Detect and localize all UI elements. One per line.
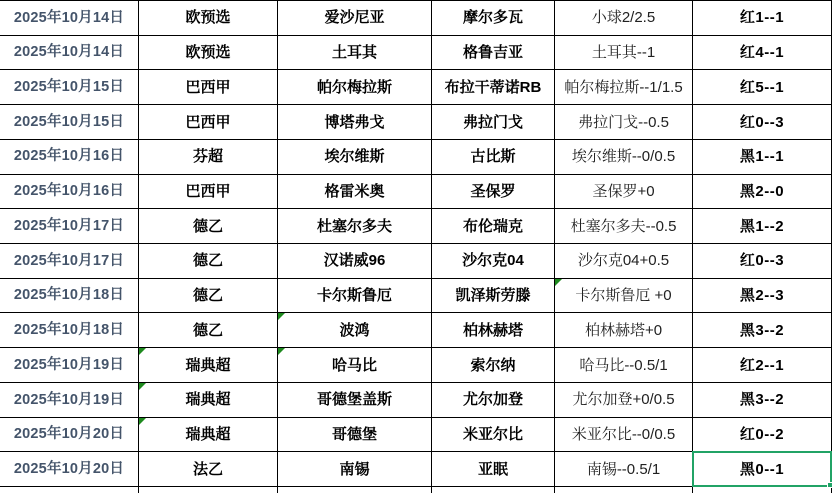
cell-pick[interactable] <box>555 140 693 175</box>
cell-league[interactable] <box>139 313 278 348</box>
cell-date[interactable] <box>0 140 139 175</box>
pick-text: 卡尔斯鲁厄 +0 <box>575 287 672 305</box>
cell-away[interactable] <box>432 36 555 71</box>
cell-home[interactable] <box>278 244 432 279</box>
away-text: 布拉干蒂诺RB <box>444 78 542 96</box>
home-text: 格雷米奥 <box>324 182 385 200</box>
cell-league[interactable] <box>139 383 278 418</box>
cell-pick[interactable] <box>555 418 693 453</box>
error-indicator-icon <box>139 418 146 425</box>
pick-text: 南锡--0.5/1 <box>586 460 661 478</box>
home-text: 埃尔维斯 <box>324 148 385 166</box>
cell-pick[interactable] <box>555 244 693 279</box>
cell-result[interactable] <box>693 244 832 279</box>
date-text: 2025年10月19日 <box>13 391 125 408</box>
cell-date[interactable] <box>0 105 139 140</box>
cell-home[interactable] <box>278 36 432 71</box>
cell-away[interactable] <box>432 383 555 418</box>
date-text: 2025年10月17日 <box>13 252 125 269</box>
away-text: 弗拉门戈 <box>462 113 523 131</box>
cell-league[interactable] <box>139 175 278 210</box>
cell-home[interactable] <box>278 418 432 453</box>
cell-date[interactable] <box>0 348 139 383</box>
cell-date[interactable] <box>0 418 139 453</box>
league-text: 欧预选 <box>185 44 231 62</box>
error-indicator-icon <box>139 348 146 355</box>
cell-date[interactable] <box>0 452 139 487</box>
cell-league[interactable] <box>139 105 278 140</box>
away-text: 柏林赫塔 <box>462 321 523 339</box>
cell-pick[interactable] <box>555 36 693 71</box>
away-text: 凯泽斯劳滕 <box>455 287 531 305</box>
home-text: 杜塞尔多夫 <box>316 217 392 235</box>
cell-empty[interactable] <box>693 487 832 493</box>
home-text: 哈马比 <box>331 356 377 374</box>
cell-league[interactable] <box>139 348 278 383</box>
cell-away[interactable] <box>432 279 555 314</box>
result-text: 黑3--2 <box>739 321 785 339</box>
cell-home[interactable] <box>278 348 432 383</box>
cell-date[interactable] <box>0 1 139 36</box>
cell-away[interactable] <box>432 105 555 140</box>
cell-date[interactable] <box>0 383 139 418</box>
pick-text: 尤尔加登+0/0.5 <box>572 391 675 409</box>
cell-pick[interactable] <box>555 348 693 383</box>
league-text: 巴西甲 <box>185 182 231 200</box>
league-text: 芬超 <box>192 148 223 166</box>
cell-home[interactable] <box>278 175 432 210</box>
result-text: 红2--1 <box>739 356 785 374</box>
cell-home[interactable] <box>278 140 432 175</box>
away-text: 米亚尔比 <box>462 425 523 443</box>
error-indicator-icon <box>278 348 285 355</box>
cell-home[interactable] <box>278 70 432 105</box>
cell-league[interactable] <box>139 140 278 175</box>
cell-away[interactable] <box>432 175 555 210</box>
cell-result[interactable] <box>693 140 832 175</box>
away-text: 格鲁吉亚 <box>462 44 523 62</box>
result-text: 黑1--2 <box>739 217 785 235</box>
cell-pick[interactable] <box>555 209 693 244</box>
cell-league[interactable] <box>139 70 278 105</box>
error-indicator-icon <box>278 313 285 320</box>
cell-pick[interactable] <box>555 1 693 36</box>
cell-home[interactable] <box>278 1 432 36</box>
cell-result[interactable] <box>693 452 832 487</box>
pick-text: 埃尔维斯--0/0.5 <box>571 148 676 166</box>
cell-result[interactable] <box>693 175 832 210</box>
cell-result[interactable] <box>693 279 832 314</box>
cell-home[interactable] <box>278 209 432 244</box>
cell-away[interactable] <box>432 348 555 383</box>
cell-away[interactable] <box>432 418 555 453</box>
cell-empty[interactable] <box>555 487 693 493</box>
cell-away[interactable] <box>432 1 555 36</box>
cell-league[interactable] <box>139 418 278 453</box>
league-text: 法乙 <box>192 460 223 478</box>
date-text: 2025年10月15日 <box>13 113 125 130</box>
league-text: 德乙 <box>192 321 223 339</box>
date-text: 2025年10月15日 <box>13 79 125 96</box>
cell-league[interactable] <box>139 452 278 487</box>
home-text: 哥德堡盖斯 <box>316 391 392 409</box>
cell-result[interactable] <box>693 70 832 105</box>
away-text: 索尔纳 <box>470 356 516 374</box>
away-text: 摩尔多瓦 <box>462 9 523 27</box>
away-text: 古比斯 <box>470 148 516 166</box>
cell-pick[interactable] <box>555 279 693 314</box>
cell-date[interactable] <box>0 313 139 348</box>
cell-away[interactable] <box>432 452 555 487</box>
league-text: 巴西甲 <box>185 113 231 131</box>
pick-text: 弗拉门戈--0.5 <box>578 113 669 131</box>
date-text: 2025年10月17日 <box>13 217 125 234</box>
home-text: 爱沙尼亚 <box>324 9 385 27</box>
cell-league[interactable] <box>139 209 278 244</box>
cell-away[interactable] <box>432 313 555 348</box>
cell-league[interactable] <box>139 1 278 36</box>
pick-text: 帕尔梅拉斯--1/1.5 <box>564 78 683 96</box>
cell-home[interactable] <box>278 452 432 487</box>
date-text: 2025年10月16日 <box>13 183 125 200</box>
date-text: 2025年10月19日 <box>13 356 125 373</box>
pick-text: 沙尔克04+0.5 <box>577 252 670 270</box>
cell-date[interactable] <box>0 175 139 210</box>
result-text: 黑1--1 <box>739 148 785 166</box>
home-text: 汉诺威96 <box>323 252 386 270</box>
cell-home[interactable] <box>278 105 432 140</box>
league-text: 巴西甲 <box>185 78 231 96</box>
pick-text: 哈马比--0.5/1 <box>579 356 668 374</box>
cell-result[interactable] <box>693 418 832 453</box>
home-text: 帕尔梅拉斯 <box>316 78 392 96</box>
pick-text: 圣保罗+0 <box>592 182 655 200</box>
cell-empty[interactable] <box>139 487 278 493</box>
pick-text: 小球2/2.5 <box>591 9 656 27</box>
cell-result[interactable] <box>693 209 832 244</box>
result-text: 红4--1 <box>739 44 785 62</box>
home-text: 卡尔斯鲁厄 <box>316 287 392 305</box>
league-text: 德乙 <box>192 252 223 270</box>
cell-date[interactable] <box>0 70 139 105</box>
cell-pick[interactable] <box>555 105 693 140</box>
away-text: 布伦瑞克 <box>462 217 523 235</box>
league-text: 德乙 <box>192 287 223 305</box>
cell-empty[interactable] <box>432 487 555 493</box>
away-text: 沙尔克04 <box>462 252 524 270</box>
date-text: 2025年10月14日 <box>13 44 125 61</box>
pick-text: 柏林赫塔+0 <box>584 321 663 339</box>
cell-result[interactable] <box>693 313 832 348</box>
result-text: 红0--3 <box>739 113 785 131</box>
pick-text: 杜塞尔多夫--0.5 <box>570 217 677 235</box>
league-text: 瑞典超 <box>185 356 231 374</box>
cell-result[interactable] <box>693 348 832 383</box>
cell-pick[interactable] <box>555 175 693 210</box>
result-text: 红0--3 <box>739 252 785 270</box>
cell-date[interactable] <box>0 244 139 279</box>
cell-away[interactable] <box>432 140 555 175</box>
league-text: 德乙 <box>192 217 223 235</box>
result-text: 黑0--1 <box>739 460 785 478</box>
league-text: 瑞典超 <box>185 391 231 409</box>
cell-result[interactable] <box>693 36 832 71</box>
cell-home[interactable] <box>278 313 432 348</box>
cell-date[interactable] <box>0 279 139 314</box>
date-text: 2025年10月20日 <box>13 460 125 477</box>
cell-away[interactable] <box>432 244 555 279</box>
cell-pick[interactable] <box>555 452 693 487</box>
league-text: 欧预选 <box>185 9 231 27</box>
home-text: 哥德堡 <box>331 425 377 443</box>
result-text: 黑3--2 <box>739 391 785 409</box>
away-text: 尤尔加登 <box>462 391 523 409</box>
date-text: 2025年10月16日 <box>13 148 125 165</box>
cell-pick[interactable] <box>555 383 693 418</box>
cell-pick[interactable] <box>555 70 693 105</box>
date-text: 2025年10月18日 <box>13 322 125 339</box>
cell-date[interactable] <box>0 36 139 71</box>
cell-home[interactable] <box>278 279 432 314</box>
pick-text: 土耳其--1 <box>591 44 656 62</box>
home-text: 南锡 <box>339 460 370 478</box>
cell-date[interactable] <box>0 209 139 244</box>
cell-home[interactable] <box>278 383 432 418</box>
away-text: 亚眠 <box>477 460 508 478</box>
league-text: 瑞典超 <box>185 425 231 443</box>
away-text: 圣保罗 <box>470 182 516 200</box>
result-text: 红1--1 <box>739 9 785 27</box>
result-text: 黑2--3 <box>739 287 785 305</box>
home-text: 波鸿 <box>339 321 370 339</box>
result-text: 黑2--0 <box>739 182 785 200</box>
result-text: 红5--1 <box>739 78 785 96</box>
error-indicator-icon <box>139 383 146 390</box>
cell-pick[interactable] <box>555 313 693 348</box>
home-text: 博塔弗戈 <box>324 113 385 131</box>
date-text: 2025年10月18日 <box>13 287 125 304</box>
date-text: 2025年10月14日 <box>13 9 125 26</box>
pick-text: 米亚尔比--0/0.5 <box>571 425 676 443</box>
cell-league[interactable] <box>139 244 278 279</box>
cell-result[interactable] <box>693 383 832 418</box>
cell-away[interactable] <box>432 70 555 105</box>
cell-result[interactable] <box>693 105 832 140</box>
error-indicator-icon <box>555 279 562 286</box>
cell-league[interactable] <box>139 36 278 71</box>
cell-empty[interactable] <box>278 487 432 493</box>
date-text: 2025年10月20日 <box>13 426 125 443</box>
home-text: 土耳其 <box>331 44 377 62</box>
cell-result[interactable] <box>693 1 832 36</box>
cell-empty[interactable] <box>0 487 139 493</box>
result-text: 红0--2 <box>739 425 785 443</box>
cell-away[interactable] <box>432 209 555 244</box>
cell-league[interactable] <box>139 279 278 314</box>
